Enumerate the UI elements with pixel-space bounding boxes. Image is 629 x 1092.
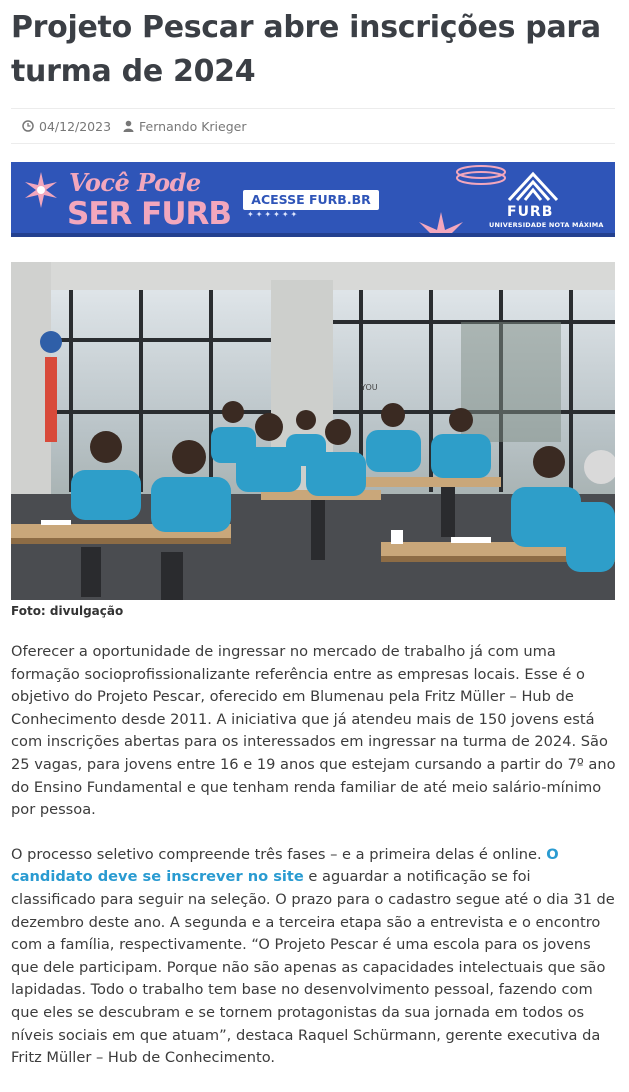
sparkle-icon <box>21 170 61 210</box>
banner-dots: ✦✦✦✦✦✦ <box>247 210 300 219</box>
banner-tagline: UNIVERSIDADE NOTA MÁXIMA <box>489 221 604 229</box>
signup-link[interactable]: O candidato deve se inscrever no site <box>11 845 559 886</box>
paragraph-2-text-after: e aguardar a notificação se foi classificado para seguir na seleção. O prazo para o cadastro segue até o dia 31 de dezembro deste ano. A segunda e a terceira etapa são a entrevista e o encontro com a família, respectivamente. “O Projeto Pescar é uma escola para os jovens que dele participam. Porque não são apenas as capacidades intelectuais que são lapidadas. Todo o trabalho tem base no desenvolvimento pessoal, fazendo com que eles se descubram e se tornem protagonistas da sua jornada em todos os níveis sociais em que atuam”, destaca Raquel Schürmann, gerente executiva da Fritz Müller – Hub de Conhecimento. <box>11 868 615 1067</box>
author-meta <box>123 119 246 134</box>
article-title: Projeto Pescar abre inscrições para turma de 2024 <box>11 10 601 89</box>
clock-icon <box>22 120 34 132</box>
paragraph-2 <box>11 844 617 1070</box>
banner-brand: FURB <box>507 204 554 220</box>
article-date[interactable]: 04/12/2023 <box>39 118 112 134</box>
banner-headline-1: Você Pode <box>69 168 201 197</box>
svg-text:YOU: YOU <box>361 383 378 392</box>
article-meta <box>11 108 615 144</box>
classroom-photo <box>11 262 615 600</box>
banner-headline-2: SER FURB <box>67 196 232 232</box>
date-meta <box>22 119 111 134</box>
paragraph-2-text-before: O processo seletivo compreende três fases – e a primeira delas é online. <box>11 845 547 863</box>
banner-cta-button[interactable]: ACESSE FURB.BR <box>243 190 379 210</box>
banner-bottom-strip <box>11 233 615 237</box>
paragraph-1: Oferecer a oportunidade de ingressar no mercado de trabalho já com uma formação socioprofissionalizante referência entre as empresas locais. Esse é o objetivo do Projeto Pescar, oferecido em Blumenau pela Fritz Müller – Hub de Conhecimento desde 2011. A iniciativa que já atendeu mais de 150 jovens está com inscrições abertas para os interessados em ingressar na turma de 2024. São 25 vagas, para jovens entre 16 e 19 anos que estejam cursando a partir do 7º ano do Ensino Fundamental e que tenham renda familiar de até meio salário-mínimo por pessoa. <box>11 643 616 819</box>
article-body <box>11 641 617 1092</box>
furb-ad-banner[interactable] <box>11 162 615 237</box>
article-photo <box>11 262 615 600</box>
banner-rings-decoration <box>451 162 511 192</box>
article-author[interactable]: Fernando Krieger <box>139 118 247 134</box>
furb-logo-icon <box>505 170 561 202</box>
photo-caption: Foto: divulgação <box>11 604 124 618</box>
user-icon <box>123 120 134 132</box>
